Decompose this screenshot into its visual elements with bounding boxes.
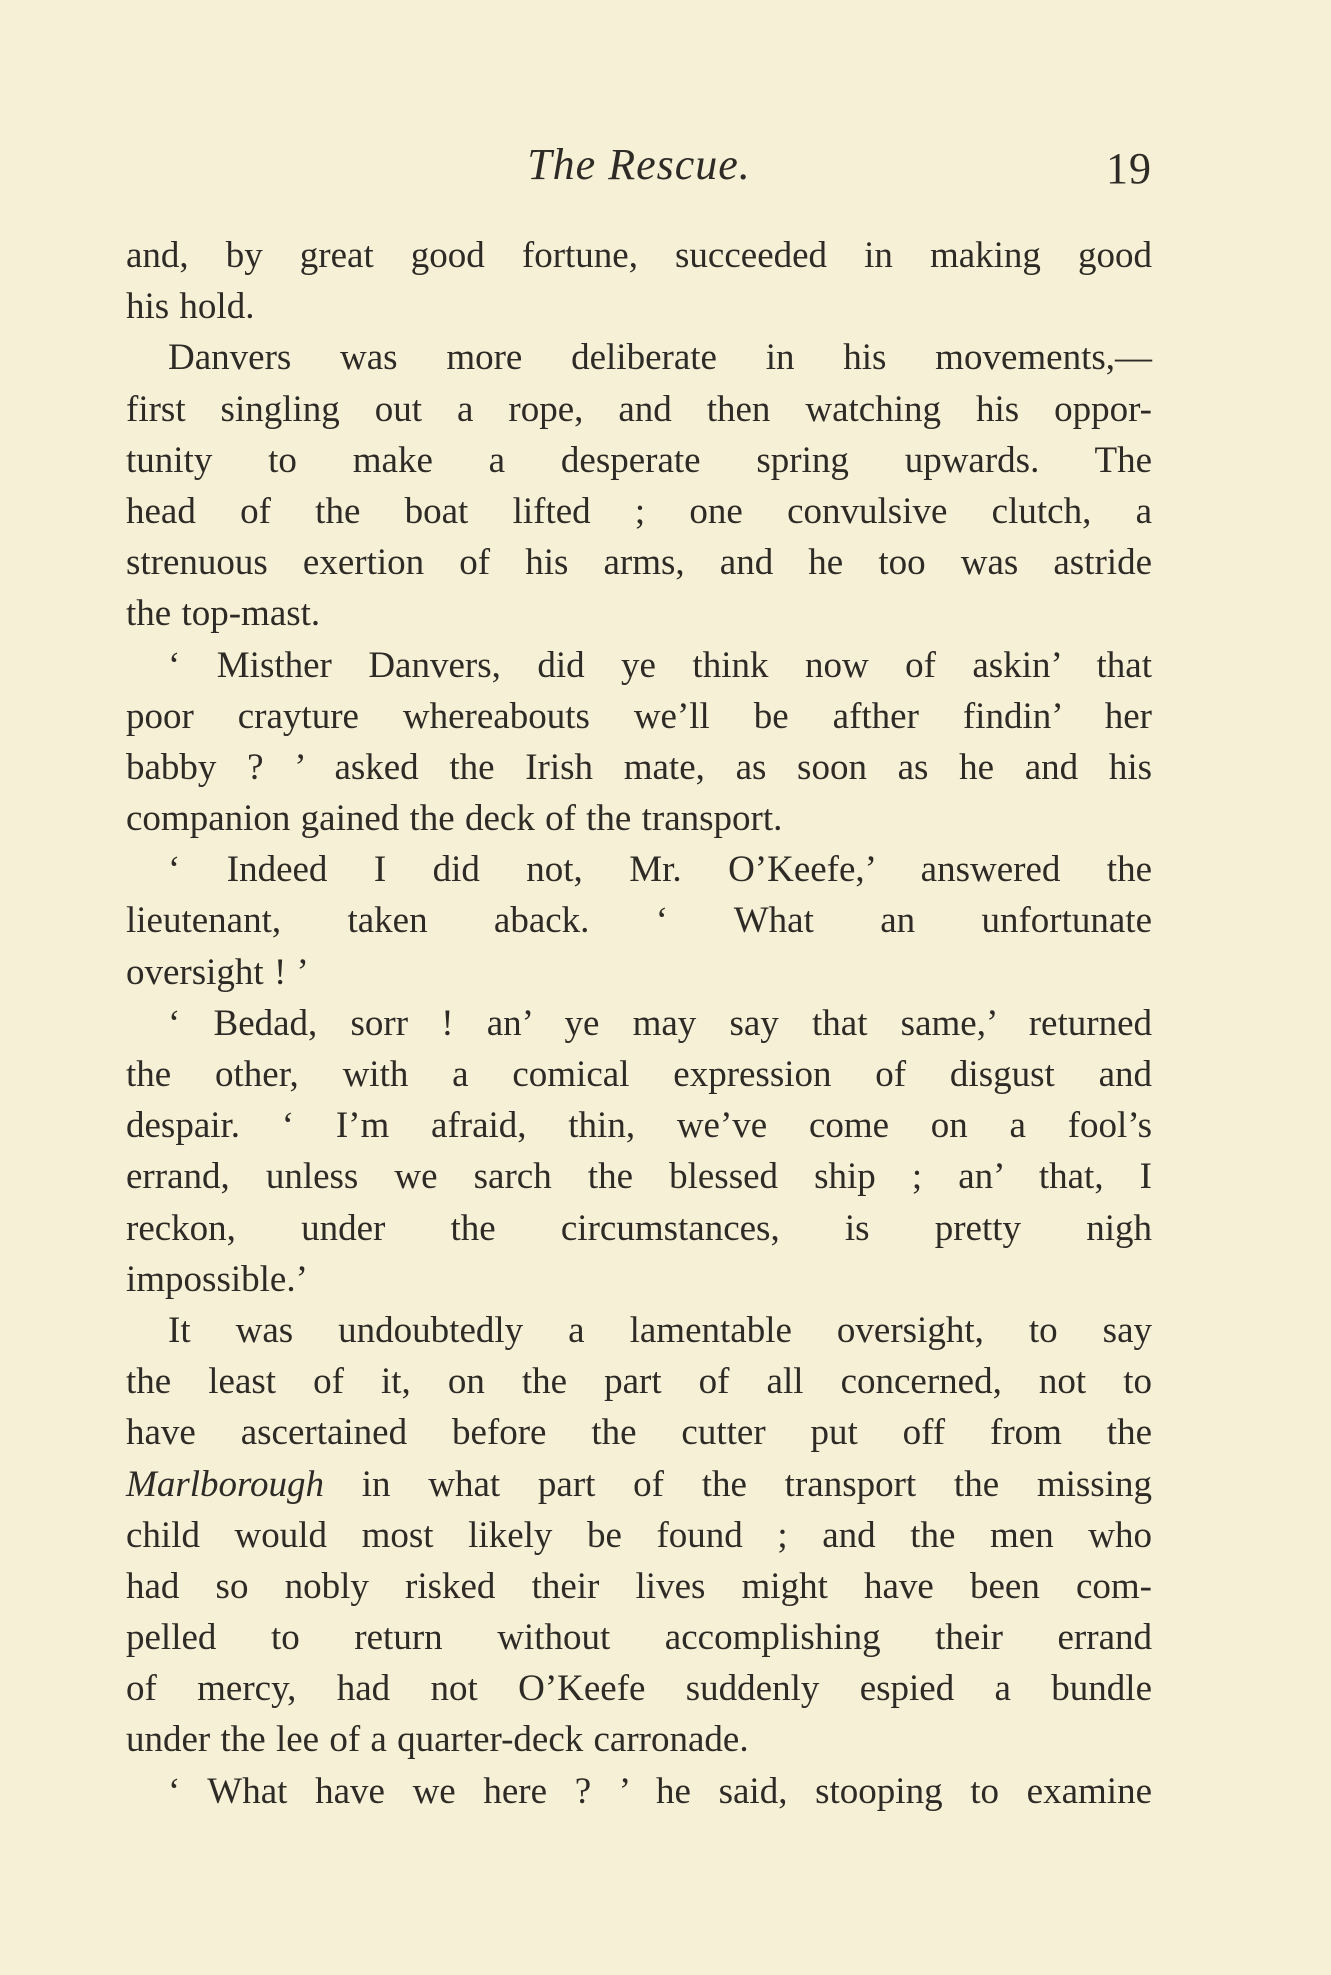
ship-name: Marlborough (126, 1463, 325, 1505)
text-line: the other, with a comical expression of disgust and (126, 1054, 1152, 1095)
text-line: tunity to make a desperate spring upwards. The (126, 439, 1152, 481)
text-line: and, by great good fortune, succeeded in making good (126, 235, 1152, 276)
running-title: The Rescue. (527, 140, 751, 189)
body-text (126, 230, 1152, 1817)
text-line: had so nobly risked their lives might have been com- (126, 1565, 1152, 1607)
text-line: under the lee of a quarter-deck carronade. (126, 1719, 749, 1761)
page-header (126, 135, 1152, 195)
text-line: lieutenant, taken aback. ‘ What an unfortunate (126, 900, 1152, 942)
text-line: errand, unless we sarch the blessed ship ; an’ that, I (126, 1156, 1152, 1198)
text-line (126, 1459, 1152, 1510)
text-line: of mercy, had not O’Keefe suddenly espied a bundle (126, 1668, 1152, 1710)
text-line: ‘ Misther Danvers, did ye think now of askin’ that (168, 644, 1152, 686)
text-line: have ascertained before the cutter put off from the (126, 1412, 1152, 1454)
line-text: in what part of the transport the missing (361, 1463, 1152, 1505)
text-line: the top-mast. (126, 593, 321, 635)
text-line: companion gained the deck of the transport. (126, 798, 783, 840)
text-line: reckon, under the circumstances, is pretty nigh (126, 1207, 1152, 1249)
text-line: Danvers was more deliberate in his movements,— (168, 337, 1152, 379)
text-line: first singling out a rope, and then watching his oppor- (126, 388, 1152, 430)
text-line: babby ? ’ asked the Irish mate, as soon as he and his (126, 746, 1152, 788)
text-line: despair. ‘ I’m afraid, thin, we’ve come on a fool’s (126, 1105, 1152, 1147)
text-line: strenuous exertion of his arms, and he too was astride (126, 542, 1152, 584)
text-line: his hold. (126, 286, 255, 328)
text-line: oversight ! ’ (126, 951, 309, 993)
text-line: ‘ What have we here ? ’ he said, stooping to examine (168, 1770, 1152, 1812)
text-line: ‘ Indeed I did not, Mr. O’Keefe,’ answered the (168, 849, 1152, 891)
text-line: poor crayture whereabouts we’ll be afther findin’ her (126, 695, 1152, 737)
text-line: head of the boat lifted ; one convulsive clutch, a (126, 490, 1152, 532)
text-line: impossible.’ (126, 1258, 308, 1300)
text-line: child would most likely be found ; and the men who (126, 1514, 1152, 1556)
text-line: It was undoubtedly a lamentable oversight, to say (168, 1309, 1152, 1351)
page-number: 19 (1106, 144, 1152, 193)
text-line: pelled to return without accomplishing their errand (126, 1617, 1152, 1659)
text-line: the least of it, on the part of all concerned, not to (126, 1361, 1152, 1403)
text-line: ‘ Bedad, sorr ! an’ ye may say that same,’ returned (168, 1002, 1152, 1044)
